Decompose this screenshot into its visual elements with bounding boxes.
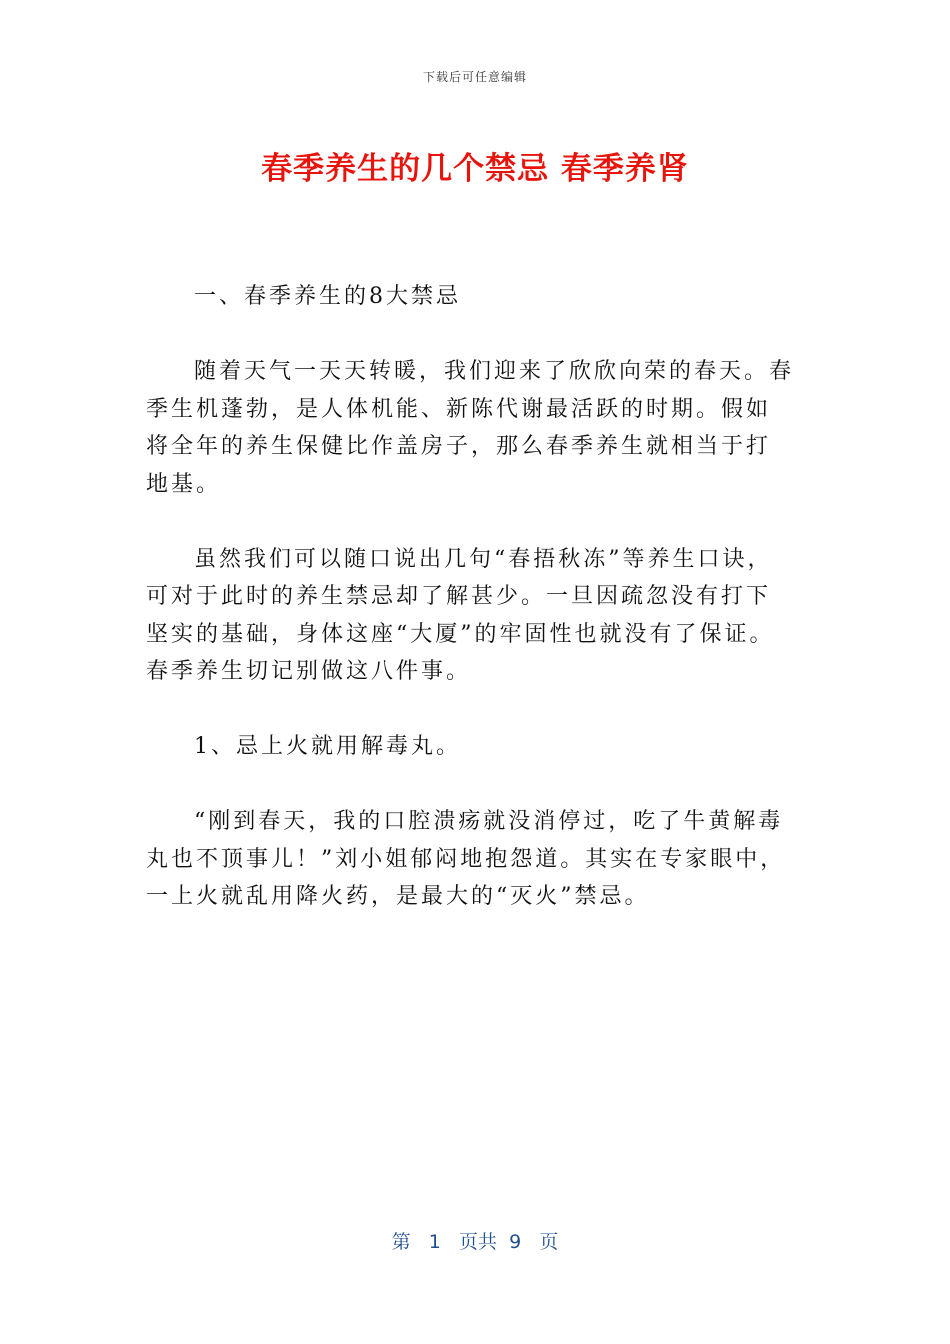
document-title: 春季养生的几个禁忌 春季养肾 (261, 151, 689, 187)
footer-prefix: 第 (391, 1231, 411, 1253)
footer-page-number: 1 (428, 1231, 441, 1253)
document-body (146, 278, 794, 953)
footer-middle: 页共 (459, 1231, 498, 1253)
paragraph: “刚到春天，我的口腔溃疡就没消停过，吃了牛黄解毒丸也不顶事儿！”刘小姐郁闷地抱怨道。其实在专家眼中，一上火就乱用降火药，是最大的“灭火”禁忌。 (146, 809, 786, 909)
paragraph: 虽然我们可以随口说出几句“春捂秋冻”等养生口诀，可对于此时的养生禁忌却了解甚少。一旦因疏忽没有打下坚实的基础，身体这座“大厦”的牢固性也就没有了保证。春季养生切记别做这八件事。 (146, 546, 775, 684)
paragraph: 随着天气一天天转暖，我们迎来了欣欣向荣的春天。春季生机蓬勃，是人体机能、新陈代谢最活跃的时期。假如将全年的养生保健比作盖房子，那么春季养生就相当于打地基。 (146, 359, 795, 497)
footer-total-pages: 9 (509, 1231, 522, 1253)
page-footer (0, 1227, 950, 1254)
section-heading: 一、春季养生的8大禁忌 (194, 284, 461, 309)
header-note: 下载后可任意编辑 (422, 70, 527, 84)
footer-suffix: 页 (539, 1231, 559, 1253)
list-item-heading: 1、忌上火就用解毒丸。 (194, 734, 461, 759)
